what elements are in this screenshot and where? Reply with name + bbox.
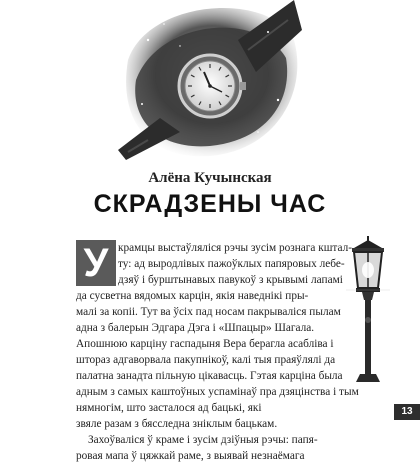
text-line: адна з балерын Эдгара Дэга і «Шпацыр» Шагала. — [76, 322, 315, 334]
text-line: ровая мапа ў цяжкай раме, з выявай незнаёмага — [76, 450, 305, 462]
author-name: Алёна Кучынская — [148, 170, 272, 186]
page-number: 13 — [394, 404, 420, 420]
body-text — [76, 240, 359, 464]
text-line: звяле разам з бясследна зніклым бацькам. — [76, 418, 278, 430]
chapter-title: СКРАДЗЕНЫ ЧАС — [93, 190, 327, 218]
drop-cap: У — [76, 240, 116, 286]
wristwatch-illustration — [118, 0, 302, 160]
text-line: малі за копіі. Тут ва ўсіх пад носам пакрываліся пылам — [76, 306, 341, 318]
text-line: адным з самых каштоўных успамінаў пра дзяцінства і тым — [76, 386, 359, 398]
text-line: Апошнюю карціну гаспадыня Вера берагла асабліва і — [76, 338, 334, 350]
text-line: да сусветна вядомых карцін, якія наведнікі пры- — [76, 290, 309, 302]
text-line: нямногім, што засталося ад бацькі, які — [76, 402, 262, 414]
text-line: шторaз адгаворвала пакупнікоў, калі тыя праяўлялі да — [76, 354, 336, 366]
text-line: дзяў і бурштынавых павукоў з крывымі лапамі — [118, 274, 343, 286]
text-line: крамцы выстаўляліся рэчы зусім рознага кштал- — [118, 242, 353, 254]
text-line: палатна занадта пільную цікавасць. Гэтая карціна была — [76, 370, 343, 382]
text-line: ту: ад выродлівых пажоўклых папяровых лебе- — [118, 258, 345, 270]
street-lamp-icon — [316, 230, 420, 390]
text-line: Захоўваліся ў краме і зусім дзіўныя рэчы: папя- — [88, 434, 318, 446]
